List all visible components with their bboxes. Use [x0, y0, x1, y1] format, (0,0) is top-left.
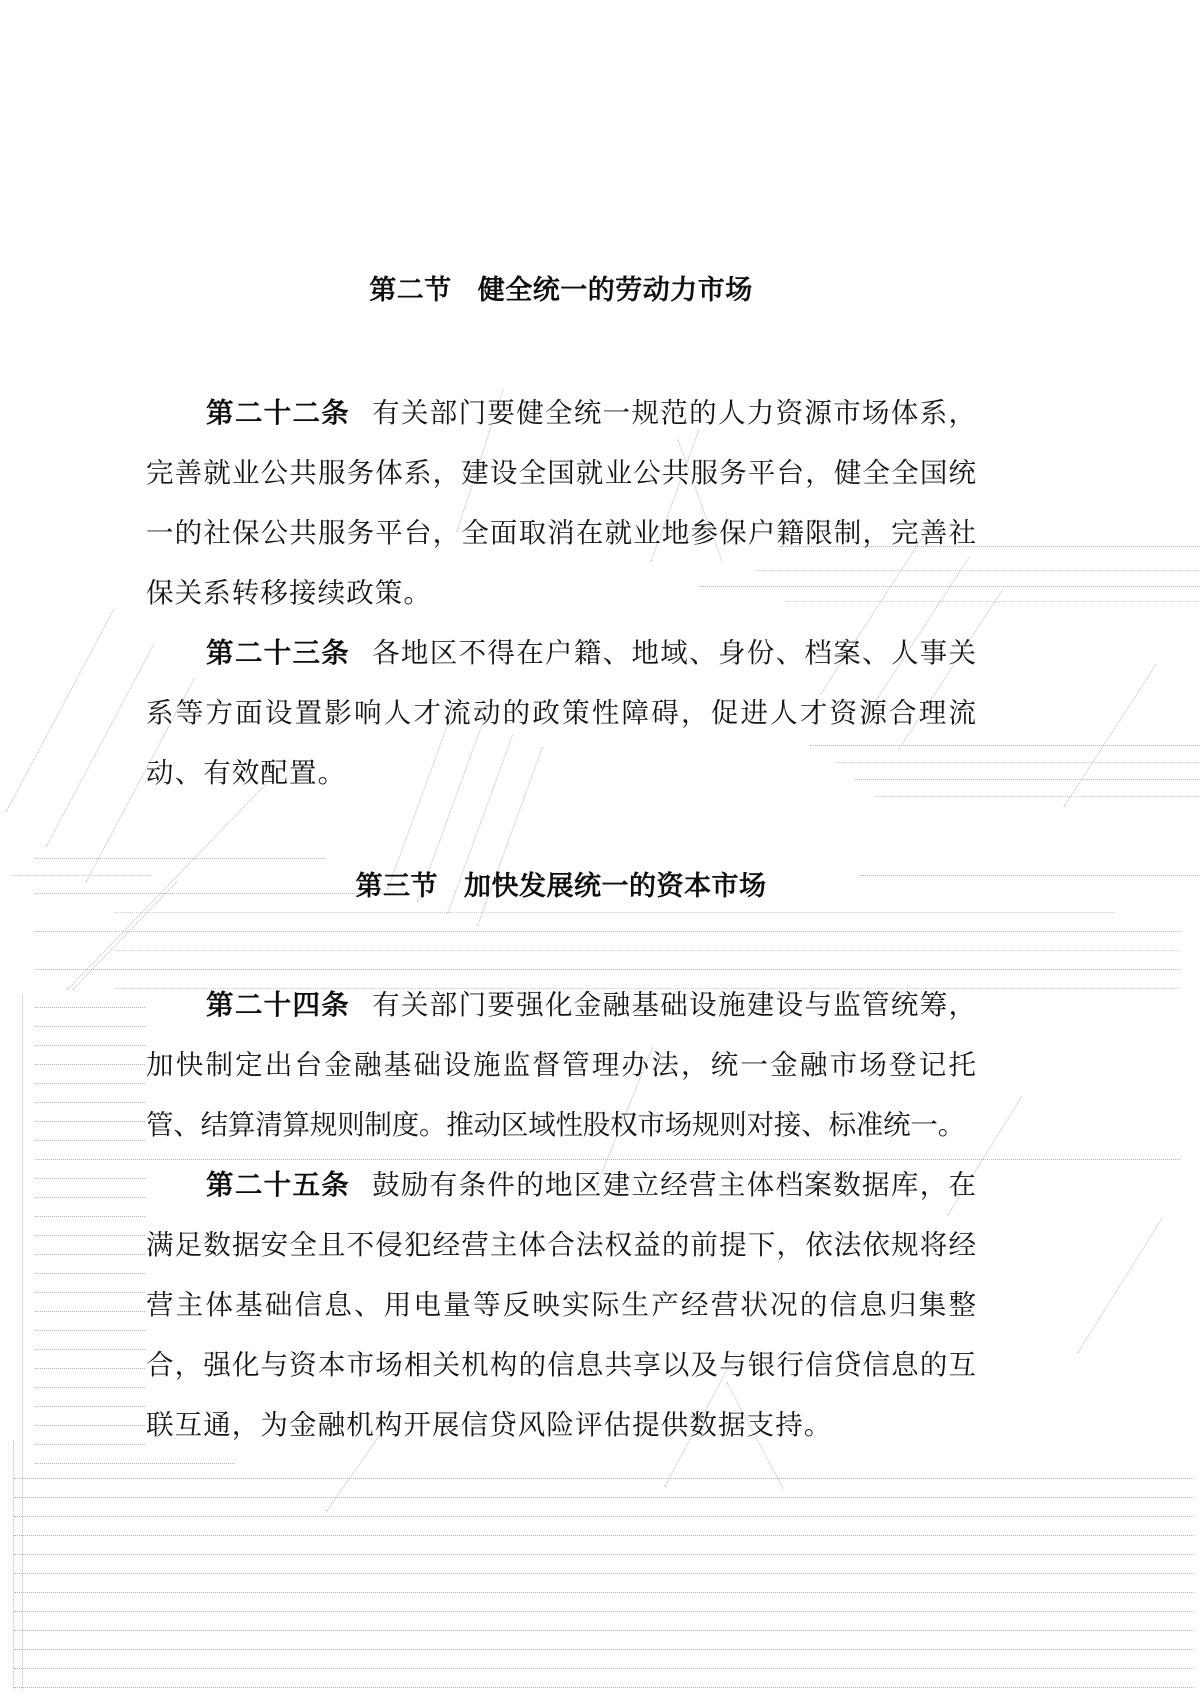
article-24 — [146, 975, 976, 1155]
dotted-line — [35, 1045, 145, 1046]
dotted-line — [35, 1254, 145, 1255]
line-text: 有关部门要健全统一规范的人力资源市场体系， — [372, 397, 977, 428]
article-label: 第二十五条 — [206, 1169, 351, 1200]
dotted-line — [13, 1440, 14, 1690]
text-line: 系等方面设置影响人才流动的政策性障碍，促进人才资源合理流 — [146, 697, 976, 728]
dotted-line — [35, 1197, 145, 1198]
dotted-line — [35, 1349, 145, 1350]
text-line — [146, 383, 976, 443]
text-line: 完善就业公共服务体系，建设全国就业公共服务平台，健全全国统 — [146, 457, 976, 488]
dotted-line — [35, 1387, 145, 1388]
dotted-line — [35, 1444, 145, 1445]
dotted-line — [35, 1007, 145, 1008]
article-label: 第二十三条 — [206, 637, 351, 668]
article-label: 第二十二条 — [206, 397, 351, 428]
dotted-line — [14, 1573, 1194, 1574]
heading-number: 第三节 — [355, 871, 438, 901]
line-text: 有关部门要强化金融基础设施建设与监管统筹， — [372, 989, 977, 1020]
dotted-line — [35, 1425, 145, 1426]
text-line: 一的社保公共服务平台，全面取消在就业地参保户籍限制，完善社 — [146, 517, 976, 548]
line-text: 各地区不得在户籍、地域、身份、档案、人事关 — [372, 637, 977, 668]
text-line: 加快制定出台金融基础设施监督管理办法，统一金融市场登记托 — [146, 1049, 976, 1080]
text-line: 合，强化与资本市场相关机构的信息共享以及与银行信贷信息的互 — [146, 1349, 976, 1380]
dotted-line — [35, 1140, 145, 1141]
dotted-line — [35, 1083, 145, 1084]
dotted-line — [22, 995, 23, 1690]
dotted-line — [35, 1026, 145, 1027]
dotted-line — [35, 1121, 145, 1122]
dotted-line — [35, 1216, 145, 1217]
text-line: 满足数据安全且不侵犯经营主体合法权益的前提下，依法依规将经 — [146, 1229, 976, 1260]
line-text: 鼓励有条件的地区建立经营主体档案数据库，在 — [372, 1169, 977, 1200]
dotted-line — [14, 1478, 1194, 1479]
dotted-line — [14, 1497, 1194, 1498]
heading-number: 第二节 — [369, 275, 452, 305]
dotted-line — [35, 1102, 145, 1103]
text-line: 动、有效配置。 — [146, 757, 347, 788]
dotted-line — [35, 1235, 145, 1236]
text-line: 保关系转移接续政策。 — [146, 577, 432, 608]
dotted-line — [1063, 664, 1156, 807]
article-25 — [146, 1155, 976, 1455]
text-line — [146, 1155, 976, 1215]
dotted-line — [6, 609, 115, 813]
dotted-line — [115, 912, 1115, 913]
heading-title: 加快发展统一的资本市场 — [464, 871, 767, 901]
dotted-line — [35, 858, 325, 859]
dotted-line — [12, 875, 152, 876]
section-3-heading — [146, 866, 976, 906]
text-line: 管、结算清算规则制度。推动区域性股权市场规则对接、标准统一。 — [146, 1109, 965, 1140]
dotted-line — [35, 1178, 145, 1179]
text-line — [146, 623, 976, 683]
dotted-line — [35, 1463, 235, 1464]
dotted-line — [14, 1611, 1194, 1612]
dotted-line — [14, 1516, 1194, 1517]
dotted-line — [35, 1406, 145, 1407]
section-2-heading — [146, 270, 976, 310]
dotted-line — [35, 931, 1180, 932]
dotted-line — [35, 1273, 145, 1274]
dotted-line — [35, 1330, 145, 1331]
article-label: 第二十四条 — [206, 989, 351, 1020]
dotted-line — [115, 950, 1180, 951]
dotted-line — [14, 1649, 1194, 1650]
dotted-line — [14, 1554, 1194, 1555]
dotted-line — [14, 1630, 1194, 1631]
text-line: 联互通，为金融机构开展信贷风险评估提供数据支持。 — [146, 1409, 833, 1440]
text-line — [146, 975, 976, 1035]
article-22 — [146, 383, 976, 623]
text-line: 营主体基础信息、用电量等反映实际生产经营状况的信息归集整 — [146, 1289, 976, 1320]
section-2-body — [146, 383, 976, 803]
article-23 — [146, 623, 976, 803]
dotted-line — [14, 1668, 1194, 1669]
dotted-line — [35, 969, 1180, 970]
dotted-line — [35, 1368, 145, 1369]
dotted-line — [46, 644, 155, 848]
dotted-line — [14, 1592, 1194, 1593]
dotted-line — [14, 1535, 1194, 1536]
dotted-line — [35, 1064, 145, 1065]
dotted-line — [35, 1311, 145, 1312]
heading-title: 健全统一的劳动力市场 — [477, 275, 753, 305]
dotted-line — [1077, 1217, 1163, 1353]
dotted-line — [14, 1687, 1194, 1688]
section-3-body — [146, 975, 976, 1455]
dotted-line — [35, 1292, 145, 1293]
